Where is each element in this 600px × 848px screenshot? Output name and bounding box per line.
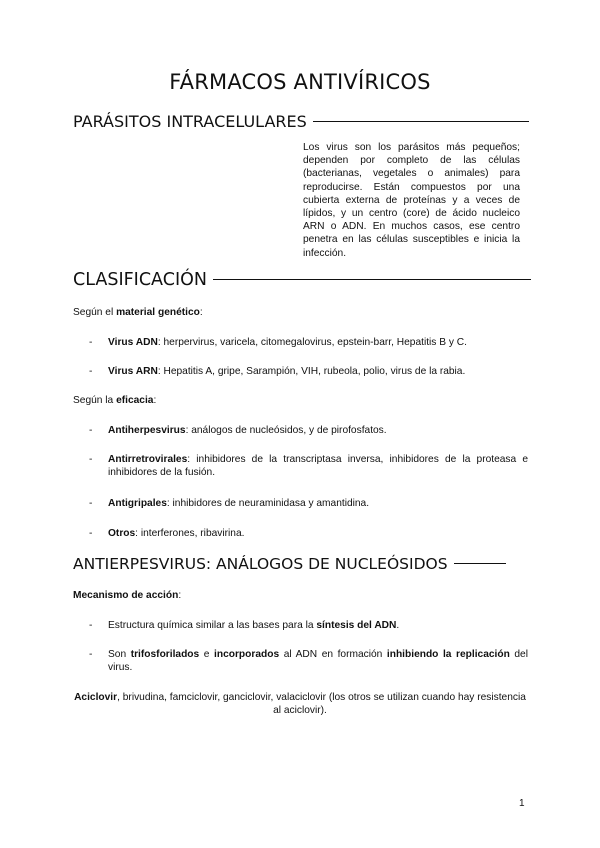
- drugs-paragraph: Aciclovir, brivudina, famciclovir, ganciclovir, valaciclovir (los otros se utilizan cuando hay resistencia al aciclovir).: [74, 692, 526, 717]
- list-item: Virus ADN: herpervirus, varicela, citomegalovirus, epstein-barr, Hepatitis B y C.: [108, 337, 467, 348]
- material-intro: Según el material genético:: [73, 307, 203, 318]
- heading-clasificacion-text: CLASIFICACIÓN: [73, 270, 207, 290]
- list-item: Antigripales: inhibidores de neuraminidasa y amantidina.: [108, 498, 370, 509]
- list-item: Son trifosforilados e incorporados al ADN en formación inhibiendo la replicación del virus.: [108, 649, 528, 674]
- list-item: Virus ARN: Hepatitis A, gripe, Sarampión, VIH, rubeola, polio, virus de la rabia.: [108, 366, 466, 377]
- eficacia-bold: eficacia: [116, 395, 154, 406]
- bullet-dash: -: [89, 454, 93, 465]
- heading-parasitos: [73, 112, 529, 131]
- heading-rule: [454, 563, 506, 564]
- heading-parasitos-text: PARÁSITOS INTRACELULARES: [73, 112, 307, 131]
- bullet-dash: -: [89, 425, 93, 436]
- heading-rule: [313, 121, 529, 122]
- heading-clasificacion: [73, 270, 531, 290]
- list-item: Otros: interferones, ribavirina.: [108, 528, 245, 539]
- eficacia-intro: Según la eficacia:: [73, 395, 157, 406]
- bullet-dash: -: [89, 337, 93, 348]
- heading-antierpesvirus-text: ANTIERPESVIRUS: ANÁLOGOS DE NUCLEÓSIDOS: [73, 555, 448, 573]
- bullet-dash: -: [89, 528, 93, 539]
- bullet-dash: -: [89, 366, 93, 377]
- heading-rule: [213, 279, 531, 280]
- bullet-dash: -: [89, 498, 93, 509]
- list-item: Estructura química similar a las bases para la síntesis del ADN.: [108, 620, 400, 631]
- page-number: 1: [519, 798, 525, 809]
- mecanismo-label: Mecanismo de acción:: [73, 590, 182, 601]
- material-bold: material genético: [116, 307, 200, 318]
- heading-antierpesvirus: [73, 555, 506, 573]
- bullet-dash: -: [89, 620, 93, 631]
- page-title: FÁRMACOS ANTIVÍRICOS: [169, 70, 431, 94]
- list-item: Antirretrovirales: inhibidores de la transcriptasa inversa, inhibidores de la proteasa e inhibidores de la fusión.: [108, 454, 528, 479]
- bullet-dash: -: [89, 649, 93, 660]
- intro-paragraph: Los virus son los parásitos más pequeños; dependen por completo de las células (bacterianas, vegetales o animales) para reproducirse. Están compuestos por una cubierta externa de proteínas y a veces de lípidos, y un centro (core) de ácido nucleico ARN o ADN. En muchos casos, ese centro penetra en las células susceptibles e inicia la infección.: [303, 142, 520, 259]
- list-item: Antiherpesvirus: análogos de nucleósidos, y de pirofosfatos.: [108, 425, 387, 436]
